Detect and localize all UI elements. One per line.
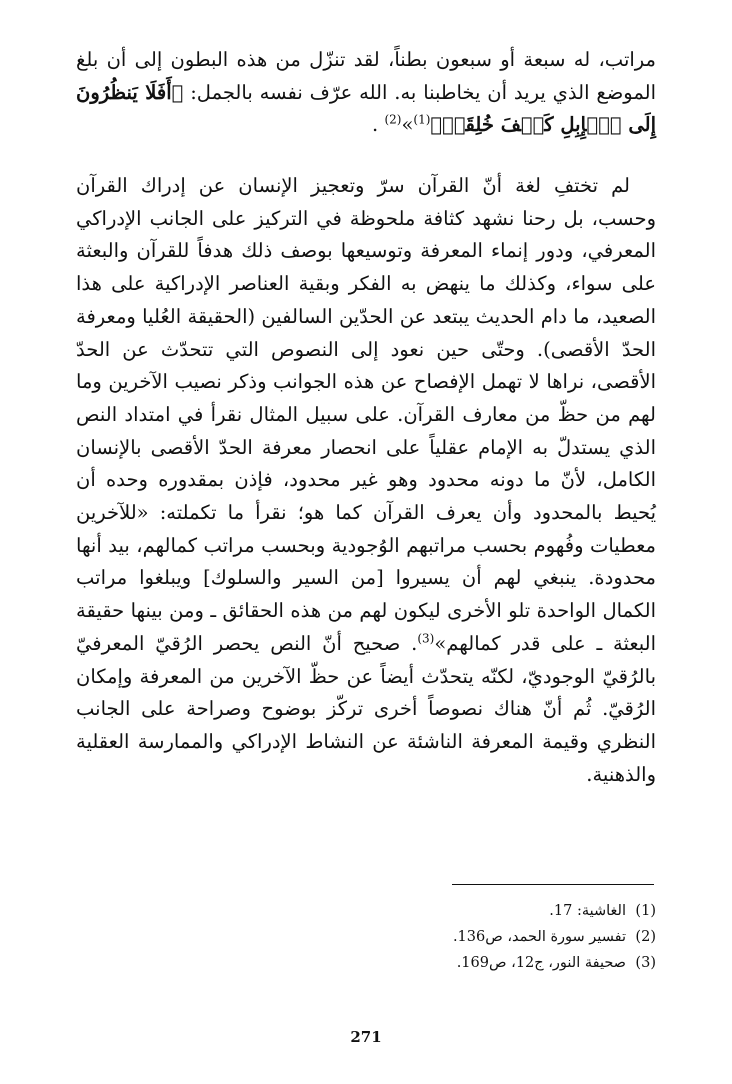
paragraph-2-text-1: لم تختفِ لغة أنّ القرآن سرّ وتعجيز الإنسان عن إدراك القرآن وحسب، بل رحنا نشهد كثافة ملحوظة في التركيز على الجانب الإدراكي المعرفي، ودور إنماء المعرفة وتوسيعها بوصف ذلك هدفاً للقرآن والبعثة على سواء، وكذلك ما ينهض به الفكر وبقية العناصر الإدراكية على هذا الصعيد، ما دام الحديث يبتعد عن الحدّين السالفين (الحقيقة العُليا ومعرفة الحدّ الأقصى). وحتّى حين نعود إلى النصوص التي تتحدّث عن الحدّ الأقصى، نراها لا تهمل الإفصاح عن هذه الجوانب وذكر نصيب الآخرين وما لهم من حظّ من معارف القرآن. على سبيل المثال نقرأ في امتداد النص الذي يستدلّ به الإمام عقلياً على انحصار معرفة الحدّ الأقصى بالإنسان الكامل، لأنّ ما دونه محدود وهو غير محدود، فإذن بمقدوره وحده أن يُحيط بالمحدود وأن يعرف القرآن كما هو؛ نقرأ ما تكملته: «للآخرين معطيات وفُهوم بحسب مراتبهم الوُجودية وبحسب مراتب كمالهم، بيد أنها محدودة. ينبغي لهم أن يسيروا [من السير والسلوك] ويبلغوا مراتب الكمال الواحدة تلو الأخرى ليكون لهم من هذه الحقائق ـ ومن بينها حقيقة البعثة ـ على قدر كمالهم» [76,174,657,655]
footnote-item [300,950,656,976]
paragraph-2 [76,170,656,791]
paragraph-1 [76,44,656,142]
footnote-item [300,924,656,950]
footnotes-list [300,898,656,976]
footnote-text: صحيفة النور، ج12، ص169. [456,955,626,971]
footnote-number: (2) [635,929,656,945]
paragraph-1-end: . [372,113,379,137]
footnote-number: (1) [635,903,656,919]
closing-quote: » [401,113,414,137]
page-number: 271 [350,1028,382,1046]
footnote-ref-1: (1) [413,112,431,127]
quran-verse: ﴿أَفَلَا يَنظُرُونَ إِلَى ٱلۡإِبِلِ كَيۡفَ خُلِقَتۡ﴾ [76,80,656,137]
footnote-ref-3: (3) [417,631,435,646]
footnote-divider [452,884,654,885]
paragraph-2-text-2: . صحيح أنّ النص يحصر الرُقيّ المعرفيّ بالرُقيّ الوجوديّ، لكنّه يتحدّث أيضاً عن حظّ الآخرين من المعرفة وإمكان الرُقيّ. ثُم أنّ هناك نصوصاً أخرى تركّز بوضوح وصراحة على الجانب النظري وقيمة المعرفة الناشئة عن النشاط الإدراكي والممارسة العقلية والذهنية. [76,631,656,786]
footnote-item [300,898,656,924]
paragraph-1-text: مراتب، له سبعة أو سبعون بطناً، لقد تنزّل من هذه البطون إلى أن بلغ الموضع الذي يريد أن يخاطبنا به. الله عرّف نفسه بالجمل: [76,48,657,104]
footnote-text: الغاشية: 17. [549,903,626,919]
footnote-ref-2: (2) [384,112,402,127]
footnote-number: (3) [635,955,656,971]
footnote-text: تفسير سورة الحمد، ص136. [452,929,626,945]
